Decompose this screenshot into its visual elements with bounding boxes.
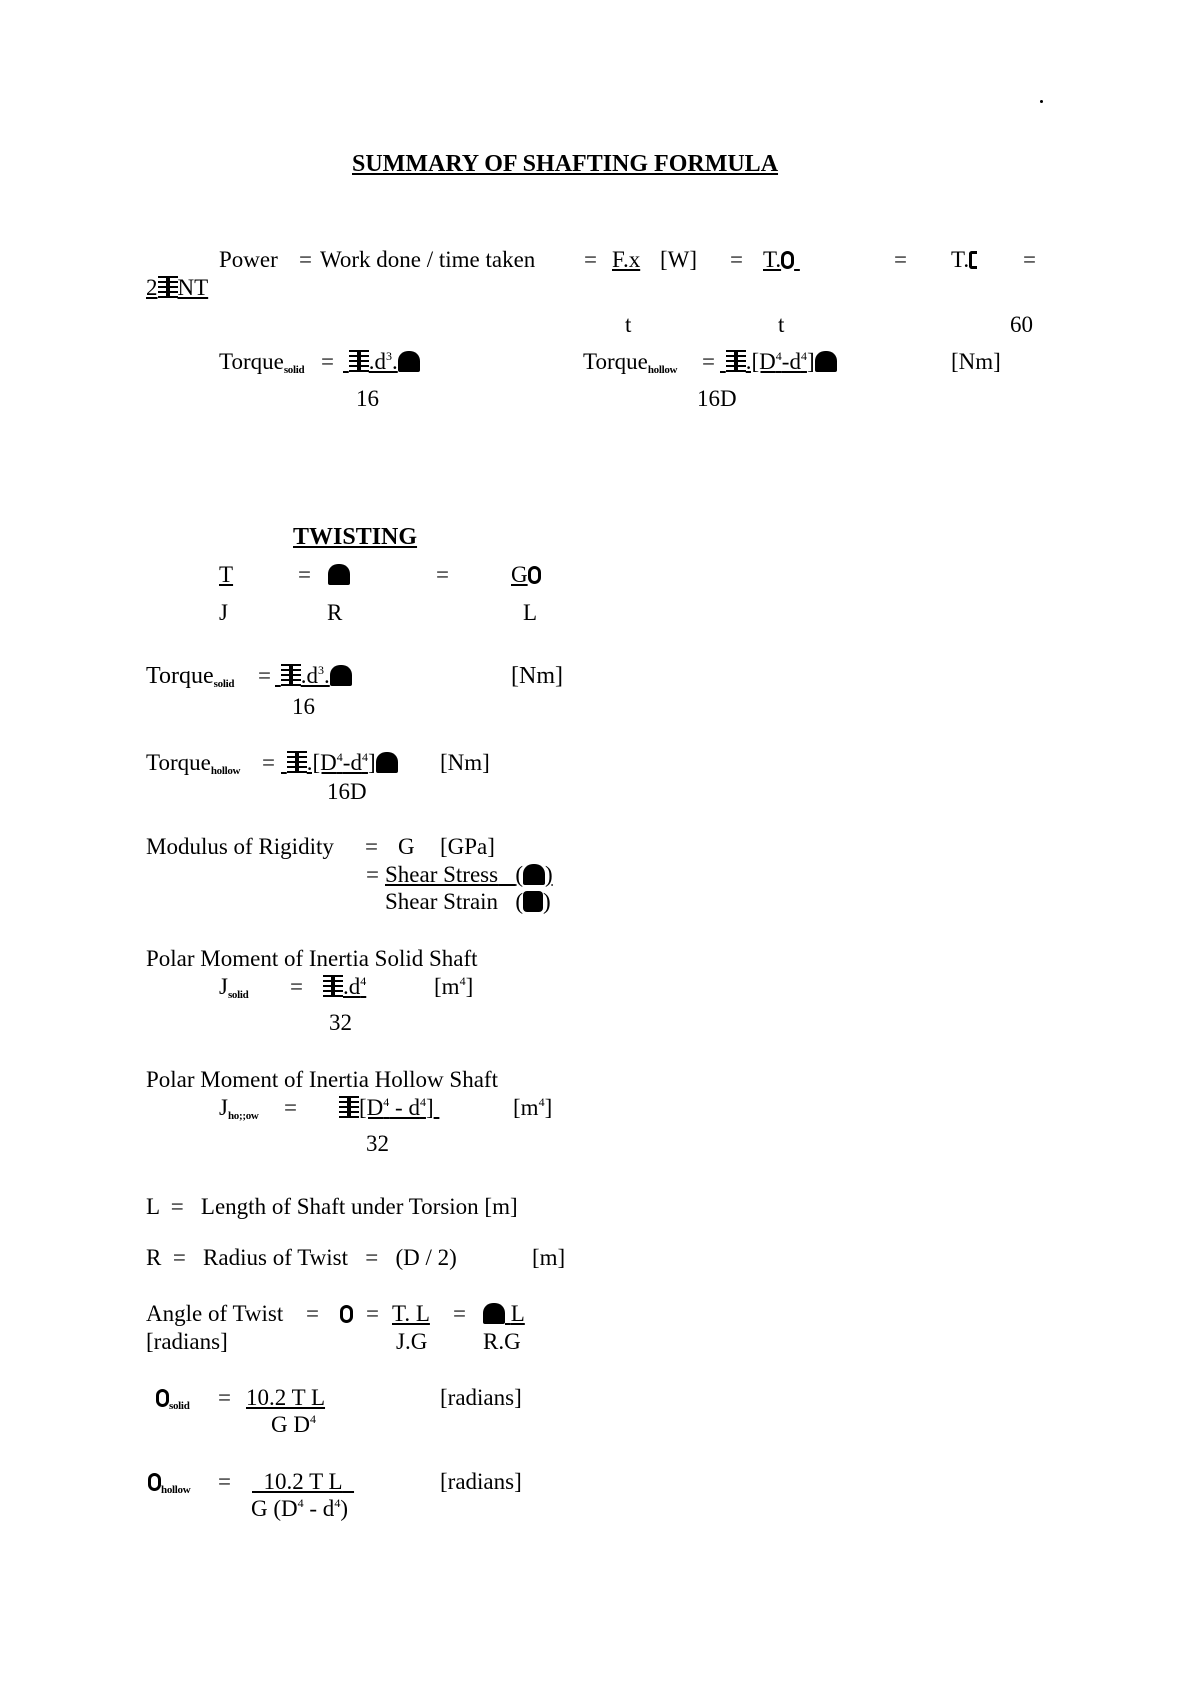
polar-solid-j	[219, 974, 249, 1001]
rigidity-strain-paren-open: (	[515, 889, 523, 914]
power-t-omega-text: T.	[951, 247, 970, 272]
torque-hollow-den: 16D	[327, 779, 367, 804]
polar-hollow-label: Polar Moment of Inertia Hollow Shaft	[146, 1067, 498, 1092]
rigidity-stress-paren-open: (	[515, 862, 523, 887]
torque-solid-sub: solid	[213, 678, 235, 690]
torque-top-solid-den: 16	[356, 386, 379, 411]
theta-hollow-den-exp-b: 4	[334, 1496, 341, 1510]
pi-icon	[281, 664, 301, 686]
page-title: SUMMARY OF SHAFTING FORMULA	[352, 151, 779, 177]
power-eq-5: =	[1023, 247, 1036, 272]
power-eq-1: =	[299, 247, 312, 272]
torque-top-unit: [Nm]	[951, 349, 1001, 374]
angle-eq-3: =	[453, 1301, 466, 1326]
theta-hollow-den	[251, 1497, 348, 1520]
polar-hollow-j	[219, 1095, 259, 1122]
power-den-t1: t	[625, 312, 632, 337]
theta-solid-num: 10.2 T L	[246, 1385, 326, 1410]
power-t-theta-text: T.	[763, 247, 782, 272]
rigidity-eq: =	[365, 834, 378, 859]
theta-icon	[148, 1473, 161, 1491]
theta-hollow-unit: [radians]	[440, 1469, 522, 1494]
polar-hollow-exp-b: 4	[419, 1095, 426, 1109]
angle-jg: J.G	[396, 1329, 428, 1354]
tau-icon	[483, 1303, 505, 1324]
torque-hollow-numerator	[281, 751, 398, 774]
twisting-g: G	[511, 562, 528, 587]
rigidity-strain	[385, 890, 551, 913]
torque-top-hollow-num-c: ]	[806, 349, 815, 374]
angle-theta	[340, 1302, 353, 1325]
polar-hollow-unit	[513, 1096, 552, 1119]
polar-hollow-numerator	[339, 1096, 439, 1119]
twisting-heading: TWISTING	[293, 524, 418, 550]
torque-solid-den: 16	[292, 694, 315, 719]
theta-icon	[340, 1305, 353, 1323]
rigidity-strain-paren-close: )	[542, 889, 551, 914]
theta-hollow-sub: hollow	[161, 1484, 191, 1496]
pi-icon	[349, 350, 369, 372]
torque-solid-eq: =	[258, 663, 271, 688]
pi-icon	[287, 751, 307, 773]
tau-icon	[523, 864, 545, 885]
theta-solid-den-exp: 4	[309, 1412, 316, 1426]
radius-text: R = Radius of Twist = (D / 2)	[146, 1245, 457, 1270]
tau-icon	[328, 564, 350, 585]
twisting-eq-2: =	[436, 562, 449, 587]
power-eq-2: =	[584, 247, 597, 272]
radius-unit: [m]	[532, 1245, 566, 1270]
polar-hollow-num-b: - d	[389, 1095, 420, 1120]
torque-hollow-label	[146, 750, 241, 777]
power-nt: NT	[177, 275, 209, 300]
torque-hollow-unit: [Nm]	[440, 750, 490, 775]
torque-solid-word: Torque	[146, 663, 214, 689]
theta-hollow-den-b: - d	[303, 1496, 335, 1521]
torque-top-hollow-exp-a: 4	[775, 349, 782, 363]
theta-solid-unit: [radians]	[440, 1385, 522, 1410]
torque-hollow-num-b: -d	[342, 750, 362, 775]
torque-hollow-word: Torque	[146, 750, 211, 775]
torque-solid-num-text: .d	[300, 663, 318, 688]
polar-hollow-den: 32	[366, 1131, 389, 1156]
polar-solid-numerator	[323, 975, 366, 998]
twisting-tau	[328, 563, 350, 586]
polar-solid-sub: solid	[227, 989, 249, 1001]
theta-hollow-den-c: )	[340, 1496, 348, 1521]
polar-solid-unit-exp: 4	[459, 974, 466, 988]
torque-top-solid-word: Torque	[219, 349, 284, 374]
angle-tau-l	[483, 1302, 525, 1325]
page-mark	[1040, 100, 1043, 103]
tau-icon	[398, 351, 420, 372]
polar-hollow-j-letter: J	[219, 1095, 228, 1120]
twisting-t: T	[219, 562, 234, 587]
twisting-r: R	[327, 600, 343, 625]
power-work-over-time: Work done / time taken	[320, 247, 536, 272]
torque-top-hollow-num-a: .[D	[745, 349, 776, 374]
theta-hollow-num-text: 10.2 T L	[263, 1469, 343, 1494]
polar-solid-unit-b: ]	[465, 974, 474, 999]
torque-top-hollow-sub: hollow	[647, 364, 678, 376]
rigidity-stress-paren-close: )	[545, 862, 553, 887]
polar-solid-num-text: .d	[343, 974, 361, 999]
power-den-t2: t	[778, 312, 785, 337]
torque-solid-exp: 3	[318, 663, 324, 677]
power-two: 2	[146, 275, 158, 300]
torque-top-solid-num-end: .	[392, 349, 398, 374]
polar-hollow-sub: ho;;ow	[227, 1110, 259, 1122]
torque-top-hollow-exp-b: 4	[800, 349, 807, 363]
polar-hollow-eq: =	[284, 1095, 297, 1120]
polar-hollow-unit-exp: 4	[538, 1095, 545, 1109]
torque-top-hollow-den: 16D	[697, 386, 737, 411]
rigidity-stress	[385, 863, 553, 886]
tau-icon	[376, 752, 398, 773]
pi-icon	[339, 1096, 359, 1118]
polar-hollow-num-c: ]	[425, 1095, 434, 1120]
tau-icon	[330, 665, 352, 686]
torque-top-hollow-word: Torque	[583, 349, 648, 374]
length-definition: L = Length of Shaft under Torsion [m]	[146, 1194, 518, 1219]
polar-solid-label: Polar Moment of Inertia Solid Shaft	[146, 946, 478, 971]
power-t-omega	[951, 248, 977, 271]
theta-icon	[781, 251, 794, 269]
theta-solid-label	[156, 1386, 190, 1412]
polar-hollow-exp-a: 4	[383, 1095, 390, 1109]
torque-top-solid-numerator	[343, 350, 420, 373]
polar-solid-unit	[434, 975, 473, 998]
twisting-g-theta	[511, 563, 541, 586]
polar-solid-unit-a: [m	[434, 974, 460, 999]
torque-solid-label	[146, 664, 234, 688]
tau-icon	[815, 351, 837, 372]
rigidity-stress-text: Shear Stress	[385, 862, 499, 887]
torque-solid-num-end: .	[324, 663, 330, 688]
polar-hollow-num-a: [D	[359, 1095, 384, 1120]
theta-solid-den	[271, 1413, 316, 1436]
power-2pi-nt	[146, 276, 208, 299]
angle-label: Angle of Twist	[146, 1301, 284, 1326]
power-fx: F.x	[612, 247, 641, 272]
angle-radians: [radians]	[146, 1329, 228, 1354]
theta-icon	[156, 1389, 169, 1407]
rigidity-label: Modulus of Rigidity	[146, 834, 334, 859]
torque-hollow-num-a: .[D	[306, 750, 337, 775]
angle-rg: R.G	[483, 1329, 521, 1354]
torque-top-hollow-numerator	[720, 350, 837, 373]
power-t-theta	[763, 248, 800, 271]
angle-tl: T. L	[392, 1301, 430, 1326]
torque-hollow-num-c: ]	[367, 750, 376, 775]
omega-icon	[969, 251, 977, 269]
twisting-j: J	[219, 600, 228, 625]
torque-top-solid-exp: 3	[386, 349, 392, 363]
torque-hollow-sub: hollow	[210, 765, 241, 777]
theta-solid-eq: =	[218, 1385, 231, 1410]
power-eq-4: =	[894, 247, 907, 272]
polar-solid-eq: =	[290, 974, 303, 999]
angle-l: L	[510, 1301, 525, 1326]
twisting-l: L	[523, 600, 538, 625]
angle-eq-1: =	[306, 1301, 319, 1326]
rigidity-eq-2: =	[366, 862, 379, 887]
torque-solid-unit: [Nm]	[511, 663, 563, 689]
theta-hollow-eq: =	[218, 1469, 231, 1494]
theta-hollow-label	[148, 1470, 191, 1496]
power-label: Power	[219, 247, 278, 272]
rigidity-strain-text: Shear Strain	[385, 889, 499, 914]
polar-hollow-unit-a: [m	[513, 1095, 539, 1120]
torque-top-solid-label	[219, 349, 305, 376]
theta-icon	[528, 566, 541, 584]
torque-hollow-exp-a: 4	[336, 750, 343, 764]
power-watts: [W]	[660, 247, 698, 272]
torque-top-solid-num-text: .d	[368, 349, 386, 374]
pi-icon	[323, 975, 343, 997]
gamma-icon	[523, 891, 543, 912]
torque-hollow-eq: =	[262, 750, 275, 775]
power-eq-3: =	[730, 247, 743, 272]
torque-solid-numerator	[275, 664, 352, 687]
rigidity-symbol: G	[398, 834, 415, 859]
torque-top-hollow-num-b: -d	[781, 349, 801, 374]
theta-hollow-den-exp-a: 4	[297, 1496, 304, 1510]
pi-icon	[158, 276, 178, 298]
pi-icon	[726, 350, 746, 372]
polar-solid-j-letter: J	[219, 974, 228, 999]
angle-eq-2: =	[366, 1301, 379, 1326]
torque-top-hollow-eq: =	[702, 349, 715, 374]
theta-hollow-den-a: G (D	[251, 1496, 298, 1521]
torque-top-solid-eq: =	[321, 349, 334, 374]
polar-solid-den: 32	[329, 1010, 352, 1035]
polar-solid-exp: 4	[360, 974, 367, 988]
theta-solid-den-a: G D	[271, 1412, 310, 1437]
theta-solid-sub: solid	[169, 1400, 190, 1412]
rigidity-unit: [GPa]	[440, 834, 495, 859]
torque-top-solid-sub: solid	[283, 364, 305, 376]
theta-hollow-num	[252, 1470, 354, 1493]
polar-hollow-unit-b: ]	[544, 1095, 553, 1120]
torque-top-hollow-label	[583, 349, 678, 376]
power-den-60: 60	[1010, 312, 1033, 337]
twisting-eq-1: =	[298, 562, 311, 587]
torque-hollow-exp-b: 4	[361, 750, 368, 764]
